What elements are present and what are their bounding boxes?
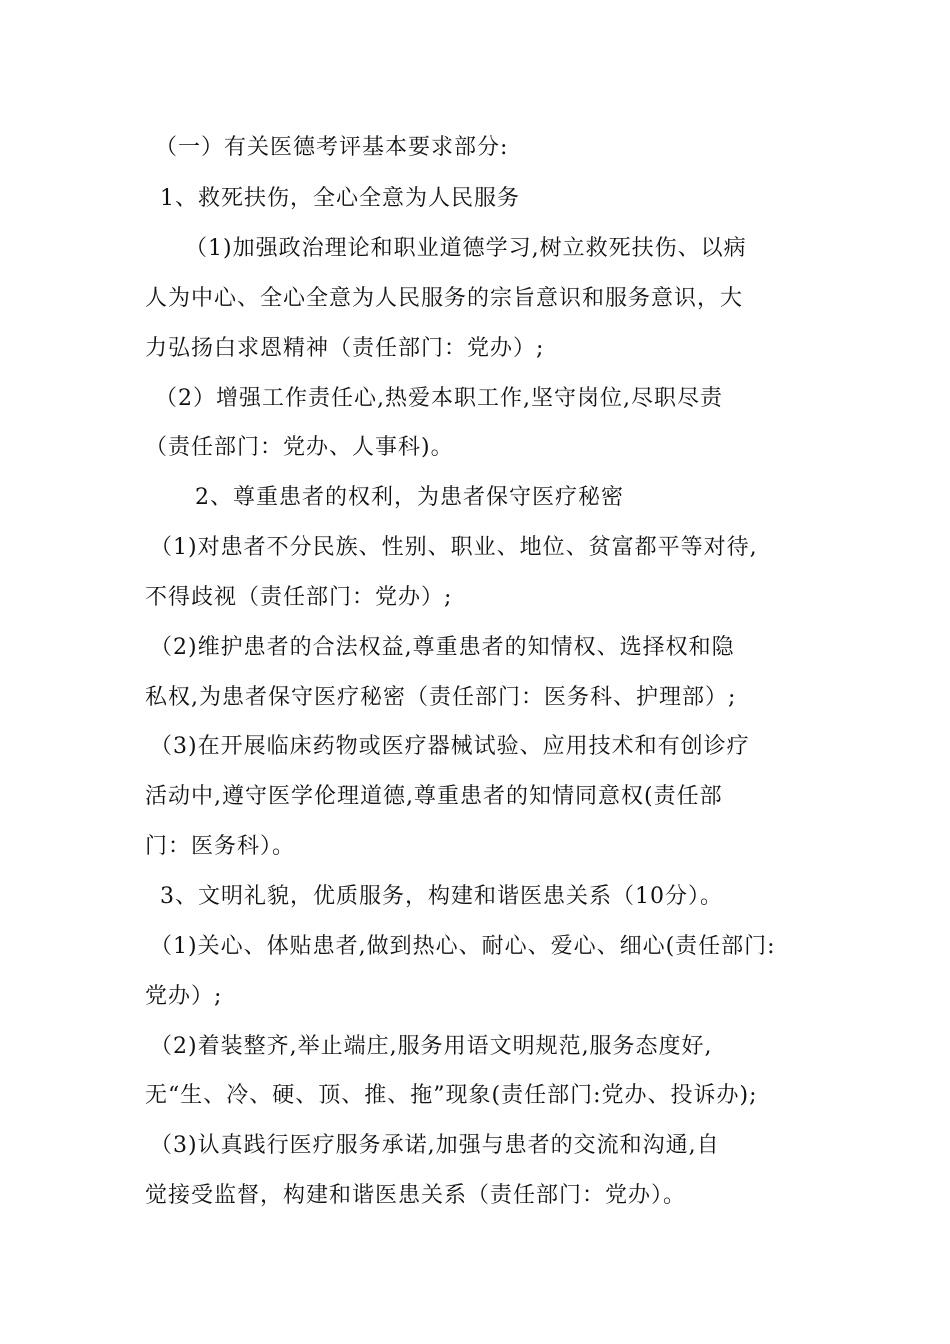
item-heading-1: 1、救死扶伤，全心全意为人民服务	[160, 186, 520, 211]
paragraph-line: 活动中,遵守医学伦理道德,尊重患者的知情同意权(责任部	[145, 784, 723, 809]
paragraph-line: 人为中心、全心全意为人民服务的宗旨意识和服务意识，大	[145, 286, 744, 311]
paragraph-line: 无“生、冷、硬、顶、推、拖”现象(责任部门:党办、投诉办);	[145, 1083, 758, 1108]
paragraph-line: （3)在开展临床药物或医疗器械试验、应用技术和有创诊疗	[150, 734, 750, 759]
paragraph-line: （2）增强工作责任心,热爱本职工作,坚守岗位,尽职尽责	[155, 386, 723, 411]
paragraph-line: 不得歧视（责任部门：党办）;	[145, 585, 453, 610]
paragraph-line: 私权,为患者保守医疗秘密（责任部门：医务科、护理部）;	[145, 685, 737, 710]
paragraph-line: （3)认真践行医疗服务承诺,加强与患者的交流和沟通,自	[150, 1133, 720, 1158]
paragraph-line: （1)加强政治理论和职业道德学习,树立救死扶伤、以病	[185, 236, 747, 261]
item-heading-2: 2、尊重患者的权利，为患者保守医疗秘密	[195, 485, 624, 510]
paragraph-line: 力弘扬白求恩精神（责任部门：党办）;	[145, 336, 545, 361]
paragraph-line: 党办）;	[145, 984, 223, 1009]
paragraph-line: （2)维护患者的合法权益,尊重患者的知情权、选择权和隐	[150, 635, 735, 660]
paragraph-line: （1)关心、体贴患者,做到热心、耐心、爱心、细心(责任部门:	[150, 934, 776, 959]
paragraph-line: 门：医务科）。	[145, 834, 296, 859]
item-heading-3: 3、文明礼貌，优质服务，构建和谐医患关系（10分）。	[160, 884, 723, 909]
section-heading: （一）有关医德考评基本要求部分:	[155, 135, 509, 160]
paragraph-line: （2)着装整齐,举止端庄,服务用语文明规范,服务态度好,	[150, 1034, 713, 1059]
paragraph-line: （责任部门：党办、人事科)。	[145, 435, 454, 460]
paragraph-line: 觉接受监督，构建和谐医患关系（责任部门：党办）。	[145, 1183, 687, 1208]
paragraph-line: （1)对患者不分民族、性别、职业、地位、贫富都平等对待,	[150, 535, 758, 560]
